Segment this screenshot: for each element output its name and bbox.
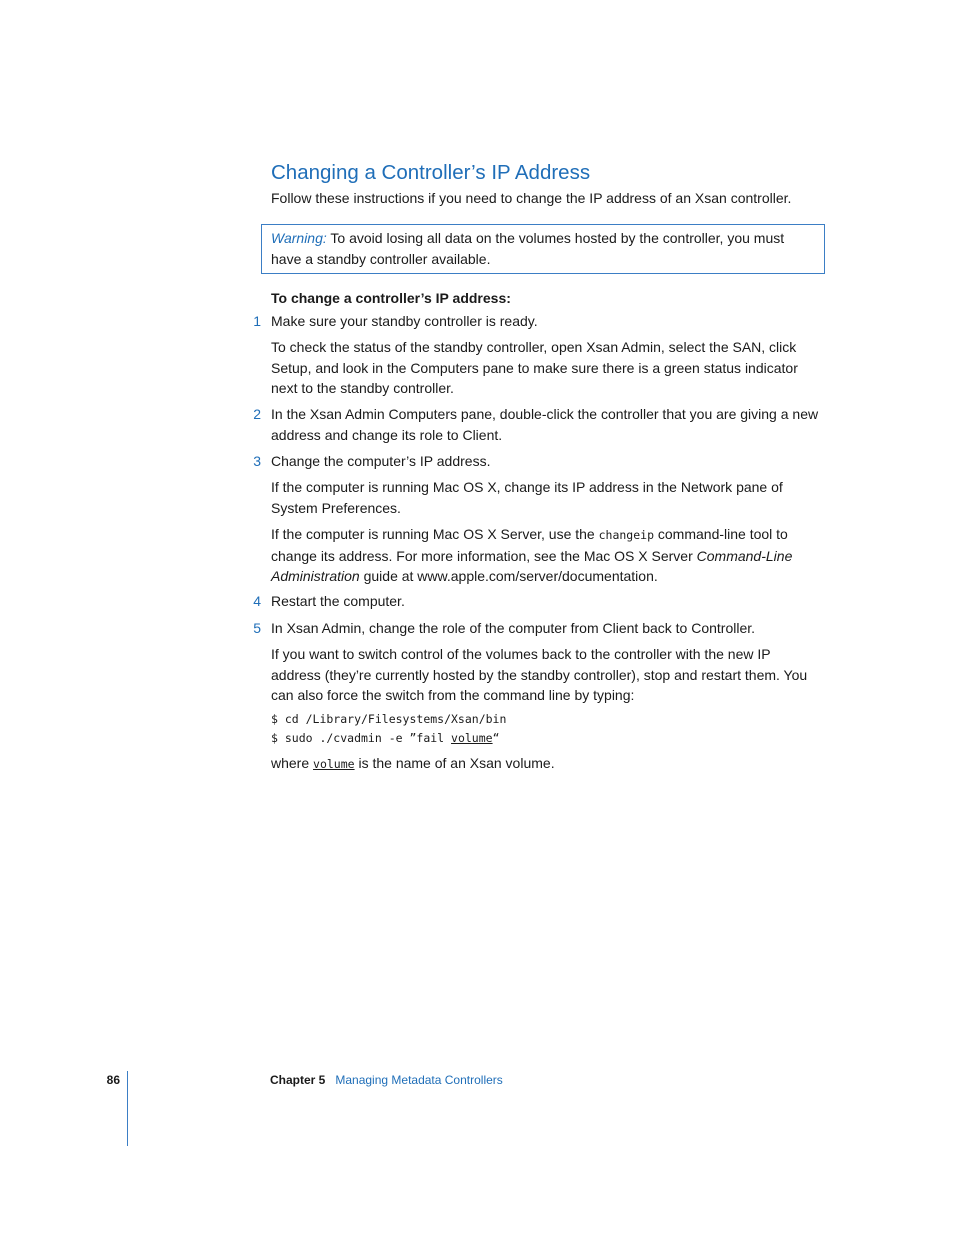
step-detail: If you want to switch control of the volumes back to the controller with the new IP address (they’re currently hosted by the standby controller), stop and restart them. You can also force the switch from the command line by typing:: [271, 646, 808, 703]
detail-text: If the computer is running Mac OS X Server, use the: [271, 526, 595, 542]
step-number: 3: [253, 453, 261, 469]
step-detail: [271, 524, 823, 587]
detail-text: command-line tool to change its address. For more information, see the Mac OS X Server: [271, 526, 788, 564]
procedure-heading: To change a controller’s IP address:: [271, 290, 511, 306]
code-line: [271, 731, 500, 745]
step-number: 1: [253, 313, 261, 329]
warning-text: [271, 228, 816, 269]
command-name: changeip: [598, 528, 654, 542]
page-title: Changing a Controller’s IP Address: [271, 161, 591, 184]
step-detail: If the computer is running Mac OS X, change its IP address in the Network pane of System Preferences.: [271, 479, 783, 516]
code-variable: volume: [313, 757, 355, 771]
step-text: In Xsan Admin, change the role of the computer from Client back to Controller.: [271, 620, 756, 636]
step-text: Make sure your standby controller is ready.: [271, 313, 538, 329]
footer-rule: [127, 1071, 128, 1146]
warning-label: Warning:: [271, 230, 327, 246]
code-text: “: [492, 731, 500, 745]
chapter-label: Chapter 5: [270, 1073, 326, 1087]
step-number: 2: [253, 406, 261, 422]
step-number: 4: [253, 593, 261, 609]
code-text: $ sudo ./cvadmin -e ”fail: [271, 731, 452, 745]
step-number: 5: [253, 620, 261, 636]
step-detail: To check the status of the standby controller, open Xsan Admin, select the SAN, click Setup, and look in the Computers pane to make sure there is a green status indicator next to the standby controller.: [271, 339, 798, 396]
step-text: In the Xsan Admin Computers pane, double-click the controller that you are giving a new address and change its role to Client.: [271, 406, 819, 443]
where-text: where: [271, 755, 310, 771]
detail-text: guide at www.apple.com/server/documentation.: [363, 568, 658, 584]
where-text: is the name of an Xsan volume.: [358, 755, 555, 771]
code-variable: volume: [451, 731, 493, 745]
intro-paragraph: Follow these instructions if you need to change the IP address of an Xsan controller.: [271, 190, 792, 206]
book-title: Command-Line Administration: [271, 547, 793, 584]
code-line: $ cd /Library/Filesystems/Xsan/bin: [271, 712, 507, 726]
step-text: Change the computer’s IP address.: [271, 453, 491, 469]
footer-chapter: [270, 1073, 503, 1087]
page-number: 86: [106, 1073, 120, 1087]
chapter-title: Managing Metadata Controllers: [335, 1073, 503, 1087]
where-note: [271, 753, 823, 775]
step-text: Restart the computer.: [271, 593, 405, 609]
warning-body: To avoid losing all data on the volumes hosted by the controller, you must have a standby controller available.: [271, 230, 785, 267]
